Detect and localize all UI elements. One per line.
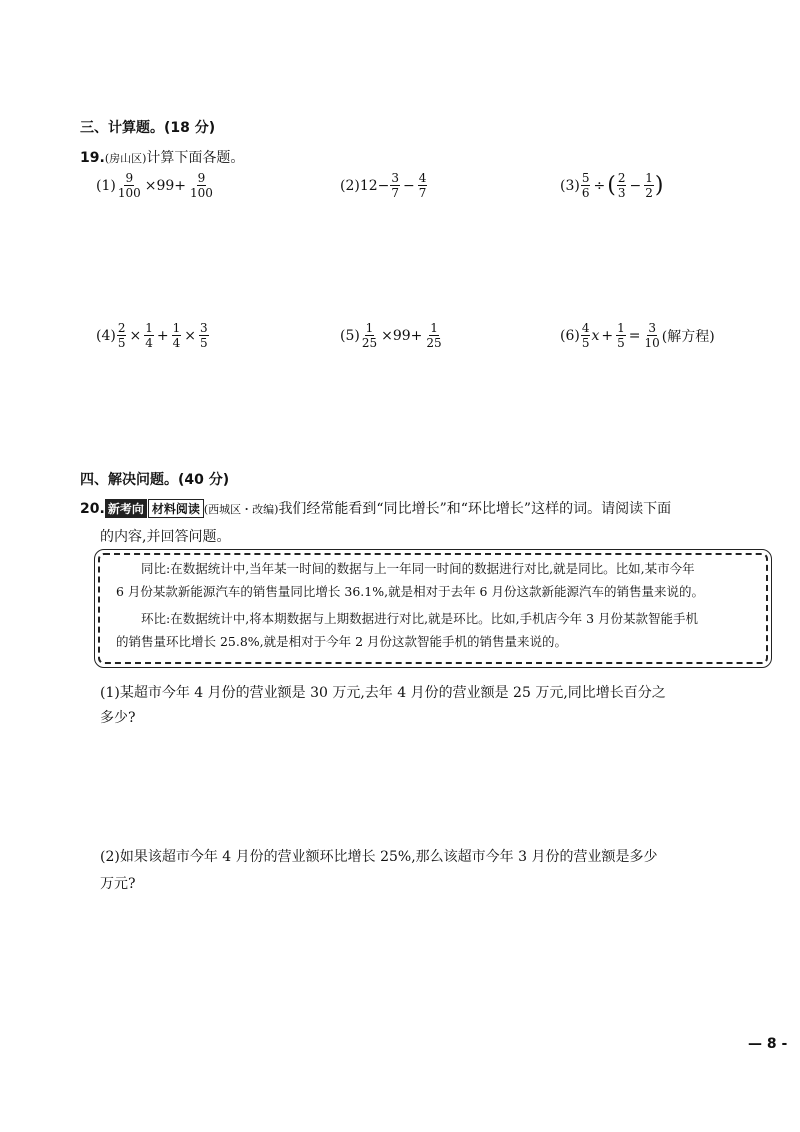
- question-prompt: 计算下面各题。: [146, 150, 245, 166]
- question-20-header: [80, 498, 671, 518]
- box-line: 的销售量环比增长 25.8%,就是相对于今年 2 月份这款智能手机的销售量来说的。: [116, 634, 568, 649]
- reading-material-box: [98, 553, 768, 664]
- fraction: $\frac{4}{5}$: [581, 321, 590, 350]
- box-line: 6 月份某款新能源汽车的销售量同比增长 36.1%,就是相对于去年 6 月份这款新能源汽车的销售量来说的。: [116, 584, 704, 599]
- operator: −: [403, 177, 415, 194]
- fraction: $\frac{3}{7}$: [391, 171, 400, 200]
- fraction: $\frac{1}{4}$: [145, 321, 153, 350]
- box-line: 同比:在数据统计中,当年某一时间的数据与上一年同一时间的数据进行对比,就是同比。比如,某市今年: [141, 561, 695, 576]
- fraction: $\frac{2}{3}$: [617, 171, 626, 200]
- fraction: $\frac{3}{10}$: [644, 321, 660, 350]
- expr-label: (2): [340, 177, 360, 194]
- left-paren: (: [607, 172, 616, 198]
- operator: +: [156, 327, 169, 344]
- operator: 12−: [359, 177, 390, 194]
- question-number: 19.: [80, 150, 105, 166]
- right-paren: ): [654, 172, 664, 198]
- fraction: $\frac{5}{6}$: [581, 171, 590, 200]
- expr-note: (解方程): [661, 328, 715, 345]
- question-prompt: 我们经常能看到“同比增长”和“环比增长”这样的词。请阅读下面: [278, 501, 672, 517]
- page-dash: —: [748, 1036, 762, 1052]
- expr-label: (3): [560, 177, 580, 194]
- fraction: $\frac{4}{7}$: [418, 171, 427, 200]
- page-number-value: 8: [766, 1036, 777, 1052]
- new-direction-tag: 新考向: [105, 499, 147, 518]
- fraction: $\frac{1}{25}$: [426, 321, 442, 350]
- box-line: 环比:在数据统计中,将本期数据与上期数据进行对比,就是环比。比如,手机店今年 3 月份某款智能手机: [141, 611, 699, 626]
- fraction: $\frac{9}{100}$: [190, 171, 213, 200]
- question-prompt-cont: 的内容,并回答问题。: [100, 529, 231, 545]
- fraction: $\frac{1}{25}$: [361, 321, 378, 350]
- variable: x: [591, 327, 600, 344]
- question-19-header: [80, 147, 244, 167]
- expr-1: [96, 172, 215, 199]
- operator: ×: [129, 327, 142, 344]
- fraction: $\frac{3}{5}$: [199, 321, 208, 350]
- fraction: $\frac{1}{5}$: [617, 321, 625, 350]
- sub-question-1-cont: 多少?: [100, 710, 136, 726]
- expr-3: [560, 172, 663, 199]
- expr-label: (5): [340, 327, 360, 344]
- question-number: 20.: [80, 501, 105, 517]
- section-4-title: 四、解决问题。(40 分): [80, 472, 230, 488]
- operator: =: [628, 327, 641, 344]
- operator: −: [629, 177, 642, 194]
- fraction: $\frac{1}{2}$: [645, 171, 653, 200]
- material-reading-tag: 材料阅读: [148, 499, 204, 518]
- fraction: $\frac{1}{4}$: [172, 321, 181, 350]
- page-number: [748, 1036, 787, 1052]
- operator: ×99+: [144, 177, 187, 194]
- expr-label: (4): [96, 327, 116, 344]
- question-source: (西城区・改编): [203, 503, 279, 516]
- expr-2: [340, 172, 428, 199]
- operator: ×: [184, 327, 196, 344]
- expr-4: [96, 322, 210, 349]
- question-source: (房山区): [104, 152, 147, 165]
- sub-question-2-cont: 万元?: [100, 876, 136, 892]
- operator: +: [601, 327, 614, 344]
- expr-5: [340, 322, 444, 349]
- expr-label: (6): [560, 327, 580, 344]
- sub-question-2: (2)如果该超市今年 4 月份的营业额环比增长 25%,那么该超市今年 3 月份的营业额是多少: [100, 849, 658, 865]
- section-3-title: 三、计算题。(18 分): [80, 120, 216, 136]
- sub-question-1: (1)某超市今年 4 月份的营业额是 30 万元,去年 4 月份的营业额是 25 万元,同比增长百分之: [100, 685, 666, 701]
- page-dash: -: [781, 1036, 788, 1052]
- expr-6: [560, 322, 715, 349]
- reading-text: [116, 555, 756, 655]
- fraction: $\frac{2}{5}$: [117, 321, 126, 350]
- fraction: $\frac{9}{100}$: [117, 171, 141, 200]
- operator: ×99+: [381, 327, 423, 344]
- operator: ÷: [593, 177, 606, 194]
- expr-label: (1): [96, 177, 116, 194]
